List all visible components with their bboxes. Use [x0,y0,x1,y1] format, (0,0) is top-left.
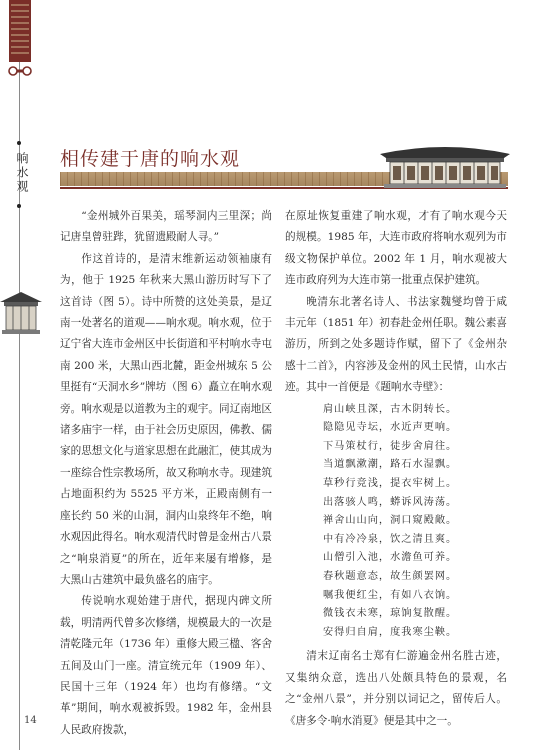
poem-line: 嘱我便红尘，有如八衣饷。 [323,589,458,601]
poem-line: 肩山峡且深，古木阴转长。 [323,403,458,415]
poem-line: 山僧引入池，水澹鱼可养。 [323,552,458,564]
knot-ornament-icon [6,64,34,78]
poem-line: 草秒行竞浅，提衣牢树上。 [323,478,458,490]
opening-poem-quote: “金州城外百果美，瑶琴洞内三里深；尚记唐皇曾驻跸，犹留遗殿耐人寻。” [60,210,272,244]
poem-line: 禅舍山山向，洞口窥殿敞。 [323,515,458,527]
paragraph: 传说响水观始建于唐代，据现内碑文所载，明清两代曾多次修缮，规模最大的一次是清乾隆元年（1736 年）重修大殿三楹、客舍五间及山门一座。清宣统元年（1909 年）、民国十三年（1924 年）也均有修缮。“文革”期间，响水观被拆毁。1982 年，金州县人民政府拨款， [60,595,272,736]
poem-line: 中有冷冷泉，饮之清且爽。 [323,533,458,545]
margin-rule [19,0,20,750]
page-number: 14 [24,715,37,726]
section-side-label: 响水观 [15,152,29,194]
poem-block [285,401,507,643]
poem-line: 春秋题意态，故生颜罢网。 [323,571,458,582]
page-title: 相传建于唐的响水观 [60,148,241,170]
temple-hall-icon [380,138,510,188]
section-tab [9,0,31,62]
left-text-column [60,206,272,741]
poem-line: 当道飘漱潮，路石水湿飘。 [323,459,458,471]
paragraph: 在原址恢复重建了响水观，才有了响水观今天的规模。1985 年，大连市政府将响水观列为市级文物保护单位。2002 年 1 月，响水观被大连市政府列为大连市第一批重点保护建筑。 [285,210,507,287]
poem-line: 下马策杖行，徒步舍肩往。 [323,440,458,452]
poem-line: 微钱衣未寒，琼饷复散醒。 [323,608,458,620]
side-label-dot-top [17,141,21,145]
poem-line: 安得归自肩，度我寒尘鞅。 [323,626,458,638]
paragraph: 作这首诗的，是清末维新运动领袖康有为，他于 1925 年秋来大黑山游历时写下了这首诗（图 5）。诗中所赞的这处美景，是辽南一处著名的道观——响水观。响水观，位于辽宁省大连市金州区中长街道和平村响水寺屯南 200 米，大黑山西北麓，距金州城东 5 公里挺有“天洞水乡”牌坊（图 6）矗立在响水观旁。响水观是以道教为主的观宇。同辽南地区诸多庙宇一样，由于社会历史原因，佛教、儒家的思想文化与道家思想在此融汇，使其成为一座综合性宗教场所，故又称响水寺。现建筑占地面积约为 5525 平方米，正殿南侧有一座长约 50 米的山洞，洞内山泉终年不绝，响水观因此得名。响水观清代时曾是金州古八景之“响泉消夏”的所在，近年来屡有增修，是大黑山古建筑中最负盛名的庙宇。 [60,252,272,586]
right-text-column [285,206,507,732]
poem-line: 出落骇人鸣，蟒诉风涛荡。 [323,496,458,508]
poem-line: 隐隐见寺坛，水近声更响。 [323,422,458,434]
paragraph: 清末辽南名士郑有仁游遍金州名胜古迹，又集纳众意，选出八处颇具特色的景观，名之“金州八景”，并分别以词记之，留传后人。《唐多令·响水消夏》便是其中之一。 [285,650,507,727]
paragraph: 晚清东北著名诗人、书法家魏燮均曾于咸丰元年（1851 年）初春赴金州任职。魏公素喜游历，所到之处多题诗作赋，留下了《金州杂感十二首》，内容涉及金州的风土民情，山水古迹。其中一首便是《题响水寺壁》： [285,295,507,394]
side-label-dot-bottom [17,204,21,208]
side-pavilion-icon [0,288,42,336]
